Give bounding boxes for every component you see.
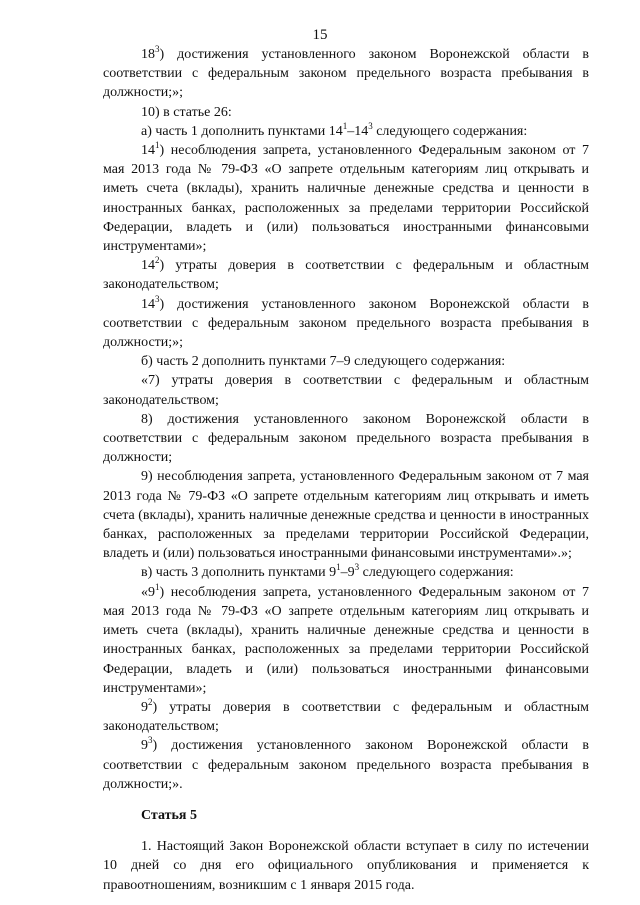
paragraph-part-1-intro: а) часть 1 дополнить пунктами $14^1-14^3$ следующего содержания: <box>141 120 528 139</box>
paragraph-item-8: 8) достижения установленного законом Воронежской области в соответствии с федеральным законом предельного возраста пребывания в должности; <box>103 411 589 466</box>
document-body <box>103 45 589 895</box>
paragraph-item-14-3: $14^3$) достижения установленного законом Воронежской области в соответствии с федеральным законом предельного возраста пребывания в должности;»; <box>103 293 589 351</box>
page-number: 15 <box>312 27 328 43</box>
paragraph-item-14-1: $14^1$) несоблюдения запрета, установленного Федеральным законом от 7 мая 2013 года № 79-ФЗ «О запрете отдельным категориям лиц открывать и иметь счета (вклады), хранить наличные денежные средства и ценности в иностранных банках, расположенных за пределами территории Российской Федерации, владеть и (или) пользоваться иностранными финансовыми инструментами»; <box>103 140 589 255</box>
paragraph-item-14-2: $14^2$) утраты доверия в соответствии с федеральным и областным законодательством; <box>103 255 589 293</box>
paragraph-article-26: 10) в статье 26: <box>141 104 232 120</box>
paragraph-part-3-intro: в) часть 3 дополнить пунктами $9^1-9^3$ следующего содержания: <box>141 562 514 581</box>
paragraph-item-9-3: $9^3$) достижения установленного законом Воронежской области в соответствии с федеральным законом предельного возраста пребывания в должности;». <box>103 735 589 792</box>
paragraph-item-7: «7) утраты доверия в соответствии с федеральным и областным законодательством; <box>103 373 589 408</box>
paragraph-part-2-intro: б) часть 2 дополнить пунктами 7–9 следующего содержания: <box>141 354 506 370</box>
paragraph-item-18-3: $18^3$) достижения установленного законом Воронежской области в соответствии с федеральным законом предельного возраста пребывания в должности;»; <box>103 44 589 101</box>
paragraph-item-9: 9) несоблюдения запрета, установленного Федеральным законом от 7 мая 2013 года № 79-ФЗ «О запрете отдельным категориям лиц открывать и иметь счета (вклады), хранить наличные денежные средства и ценности в иностранных банках, расположенных за пределами территории Российской Федерации, владеть и (или) пользоваться иностранными финансовыми инструментами».»; <box>103 469 589 562</box>
paragraph-item-9-1: «$9^1$) несоблюдения запрета, установленного Федеральным законом от 7 мая 2013 года № 79-ФЗ «О запрете отдельным категориям лиц открывать и иметь счета (вклады), хранить наличные денежные средства и ценности в иностранных банках, расположенных за пределами территории Российской Федерации, владеть и (или) пользоваться иностранными финансовыми инструментами»; <box>103 581 589 696</box>
paragraph-article-5-item-1: 1. Настоящий Закон Воронежской области вступает в силу по истечении 10 дней со дня его официального опубликования и применяется к правоотношениям, возникшим с 1 января 2015 года. <box>103 839 589 893</box>
paragraph-item-9-2: $9^2$) утраты доверия в соответствии с федеральным и областным законодательством; <box>103 696 589 735</box>
article-5-heading: Статья 5 <box>141 807 197 823</box>
